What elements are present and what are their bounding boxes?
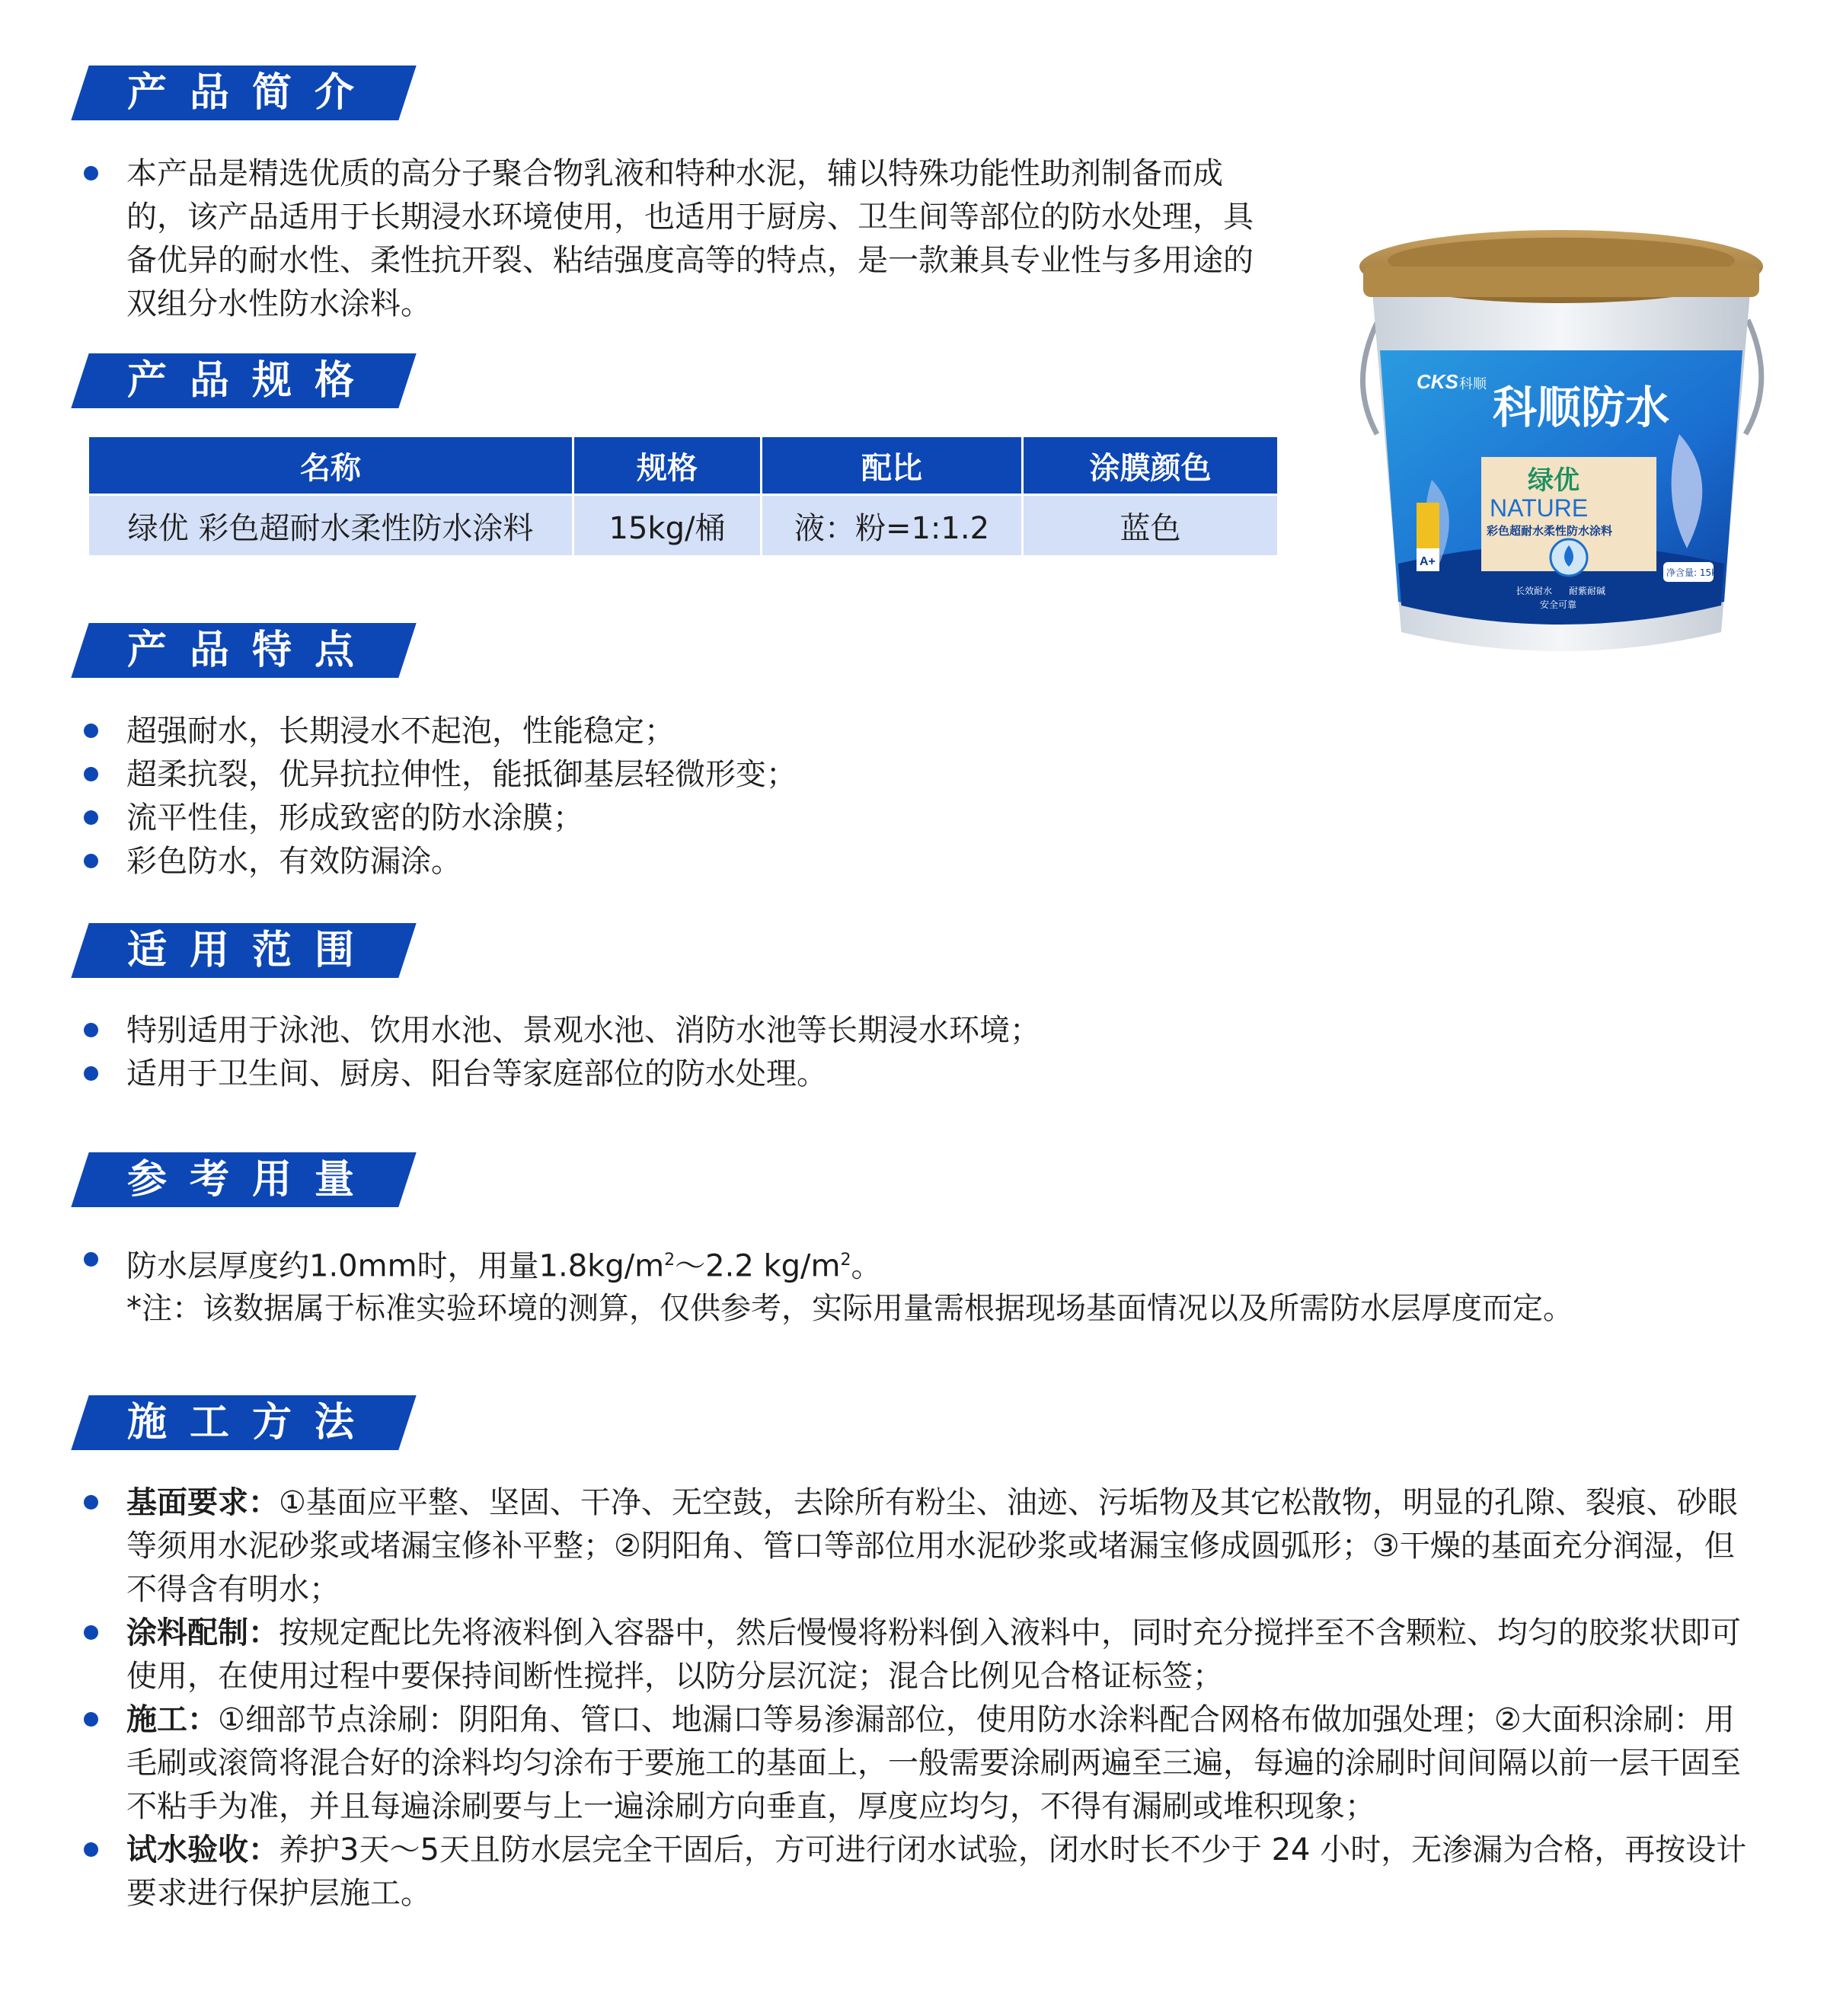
section-title: 产品特点 xyxy=(127,628,378,673)
usage-text-post: 。 xyxy=(851,1248,882,1284)
method-label: 基面要求： xyxy=(126,1485,279,1520)
spec-header-name: 名称 xyxy=(89,437,573,495)
list-item: 特别适用于泳池、饮用水池、景观水池、消防水池等长期浸水环境； xyxy=(82,1009,1758,1053)
section-title: 产品规格 xyxy=(127,358,378,404)
usage-note: *注：该数据属于标准实验环境的测算，仅供参考，实际用量需根据现场基面情况以及所需防水层厚度而定。 xyxy=(126,1291,1573,1326)
spec-header-ratio: 配比 xyxy=(762,437,1023,495)
list-item: 超柔抗裂，优异抗拉伸性，能抵御基层轻微形变； xyxy=(82,753,1225,797)
product-name-text: 彩色超耐水柔性防水涂料 xyxy=(1487,524,1613,538)
section-title: 施工方法 xyxy=(127,1400,378,1446)
section-header-method xyxy=(71,1395,416,1450)
feature-tag-text: 长效耐水 xyxy=(1516,586,1553,596)
grade-badge-text: A+ xyxy=(1420,555,1436,568)
feature-tag-text: 安全可靠 xyxy=(1540,599,1577,610)
list-item: 适用于卫生间、厨房、阳台等家庭部位的防水处理。 xyxy=(82,1053,1758,1096)
list-item xyxy=(82,1238,1758,1288)
section-header-features xyxy=(71,623,416,678)
net-weight-text: 净含量: 15kg xyxy=(1666,567,1723,578)
section-title: 参考用量 xyxy=(127,1157,378,1203)
list-item: 彩色防水，有效防漏涂。 xyxy=(82,840,1225,883)
intro-list xyxy=(82,152,1270,326)
method-list xyxy=(82,1481,1758,1915)
method-label: 试水验收： xyxy=(126,1832,279,1867)
spec-cell-color: 蓝色 xyxy=(1023,495,1278,556)
list-item: 流平性佳，形成致密的防水涂膜； xyxy=(82,797,1225,840)
series-text: 绿优 xyxy=(1528,465,1579,496)
section-header-usage xyxy=(71,1152,416,1207)
method-text: 按规定配比先将液料倒入容器中，然后慢慢将粉料倒入液料中，同时充分搅拌至不含颗粒、均匀的胶浆状即可使用，在使用过程中要保持间断性搅拌，以防分层沉淀；混合比例见合格证标签； xyxy=(126,1615,1741,1694)
spec-cell-size: 15kg/桶 xyxy=(573,495,762,556)
method-text: ①细部节点涂刷：阴阳角、管口、地漏口等易渗漏部位，使用防水涂料配合网格布做加强处理；②大面积涂刷：用毛刷或滚筒将混合好的涂料均匀涂布于要施工的基面上，一般需要涂刷两遍至三遍，每遍的涂刷时间间隔以前一层干固至不粘手为准，并且每遍涂刷要与上一遍涂刷方向垂直，厚度应均匀，不得有漏刷或堆积现象； xyxy=(126,1702,1741,1824)
list-item xyxy=(82,1481,1758,1612)
method-label: 施工： xyxy=(126,1702,218,1737)
spec-cell-name: 绿优 彩色超耐水柔性防水涂料 xyxy=(89,495,573,556)
spec-table xyxy=(89,437,1277,555)
series-en-text: NATURE xyxy=(1490,494,1589,522)
section-title: 产品简介 xyxy=(127,70,378,116)
usage-text-pre: 防水层厚度约1.0mm时，用量1.8kg/m xyxy=(126,1248,665,1284)
method-text: ①基面应平整、坚固、干净、无空鼓，去除所有粉尘、油迹、污垢物及其它松散物，明显的孔隙、裂痕、砂眼等须用水泥砂浆或堵漏宝修补平整；②阴阳角、管口等部位用水泥砂浆或堵漏宝修成圆弧形；③干燥的基面充分润湿，但不得含有明水； xyxy=(126,1485,1738,1607)
usage-list xyxy=(82,1238,1758,1288)
section-header-scope xyxy=(71,923,416,978)
usage-text-mid: ～2.2 kg/m xyxy=(675,1248,841,1284)
brand-cn-text: 科顺 xyxy=(1459,376,1487,392)
table-row xyxy=(89,495,1277,556)
product-bucket-image xyxy=(1340,206,1782,693)
method-text: 养护3天～5天且防水层完全干固后，方可进行闭水试验，闭水时长不少于 24 小时，无渗漏为合格，再按设计要求进行保护层施工。 xyxy=(126,1832,1747,1911)
intro-paragraph: 本产品是精选优质的高分子聚合物乳液和特种水泥，辅以特殊功能性助剂制备而成的，该产品适用于长期浸水环境使用，也适用于厨房、卫生间等部位的防水处理，具备优异的耐水性、柔性抗开裂、粘结强度高等的特点，是一款兼具专业性与多用途的双组分水性防水涂料。 xyxy=(82,152,1270,326)
list-item xyxy=(82,1612,1758,1698)
features-list xyxy=(82,710,1225,883)
usage-sup: 2 xyxy=(664,1251,676,1270)
usage-sup: 2 xyxy=(840,1251,851,1270)
list-item xyxy=(82,1698,1758,1829)
method-label: 涂料配制： xyxy=(126,1615,279,1650)
brand-title-text: 科顺防水 xyxy=(1493,382,1670,433)
spec-header-size: 规格 xyxy=(573,437,762,495)
list-item: 超强耐水，长期浸水不起泡，性能稳定； xyxy=(82,710,1225,753)
scope-list xyxy=(82,1009,1758,1096)
list-item xyxy=(82,1829,1758,1915)
feature-tag-text: 耐紫耐碱 xyxy=(1569,586,1606,596)
brand-logo-text: CKS xyxy=(1417,370,1458,393)
spec-cell-ratio: 液：粉=1:1.2 xyxy=(762,495,1023,556)
section-header-intro xyxy=(71,65,416,120)
section-title: 适用范围 xyxy=(127,928,378,973)
spec-header-color: 涂膜颜色 xyxy=(1023,437,1278,495)
section-header-spec xyxy=(71,353,416,408)
